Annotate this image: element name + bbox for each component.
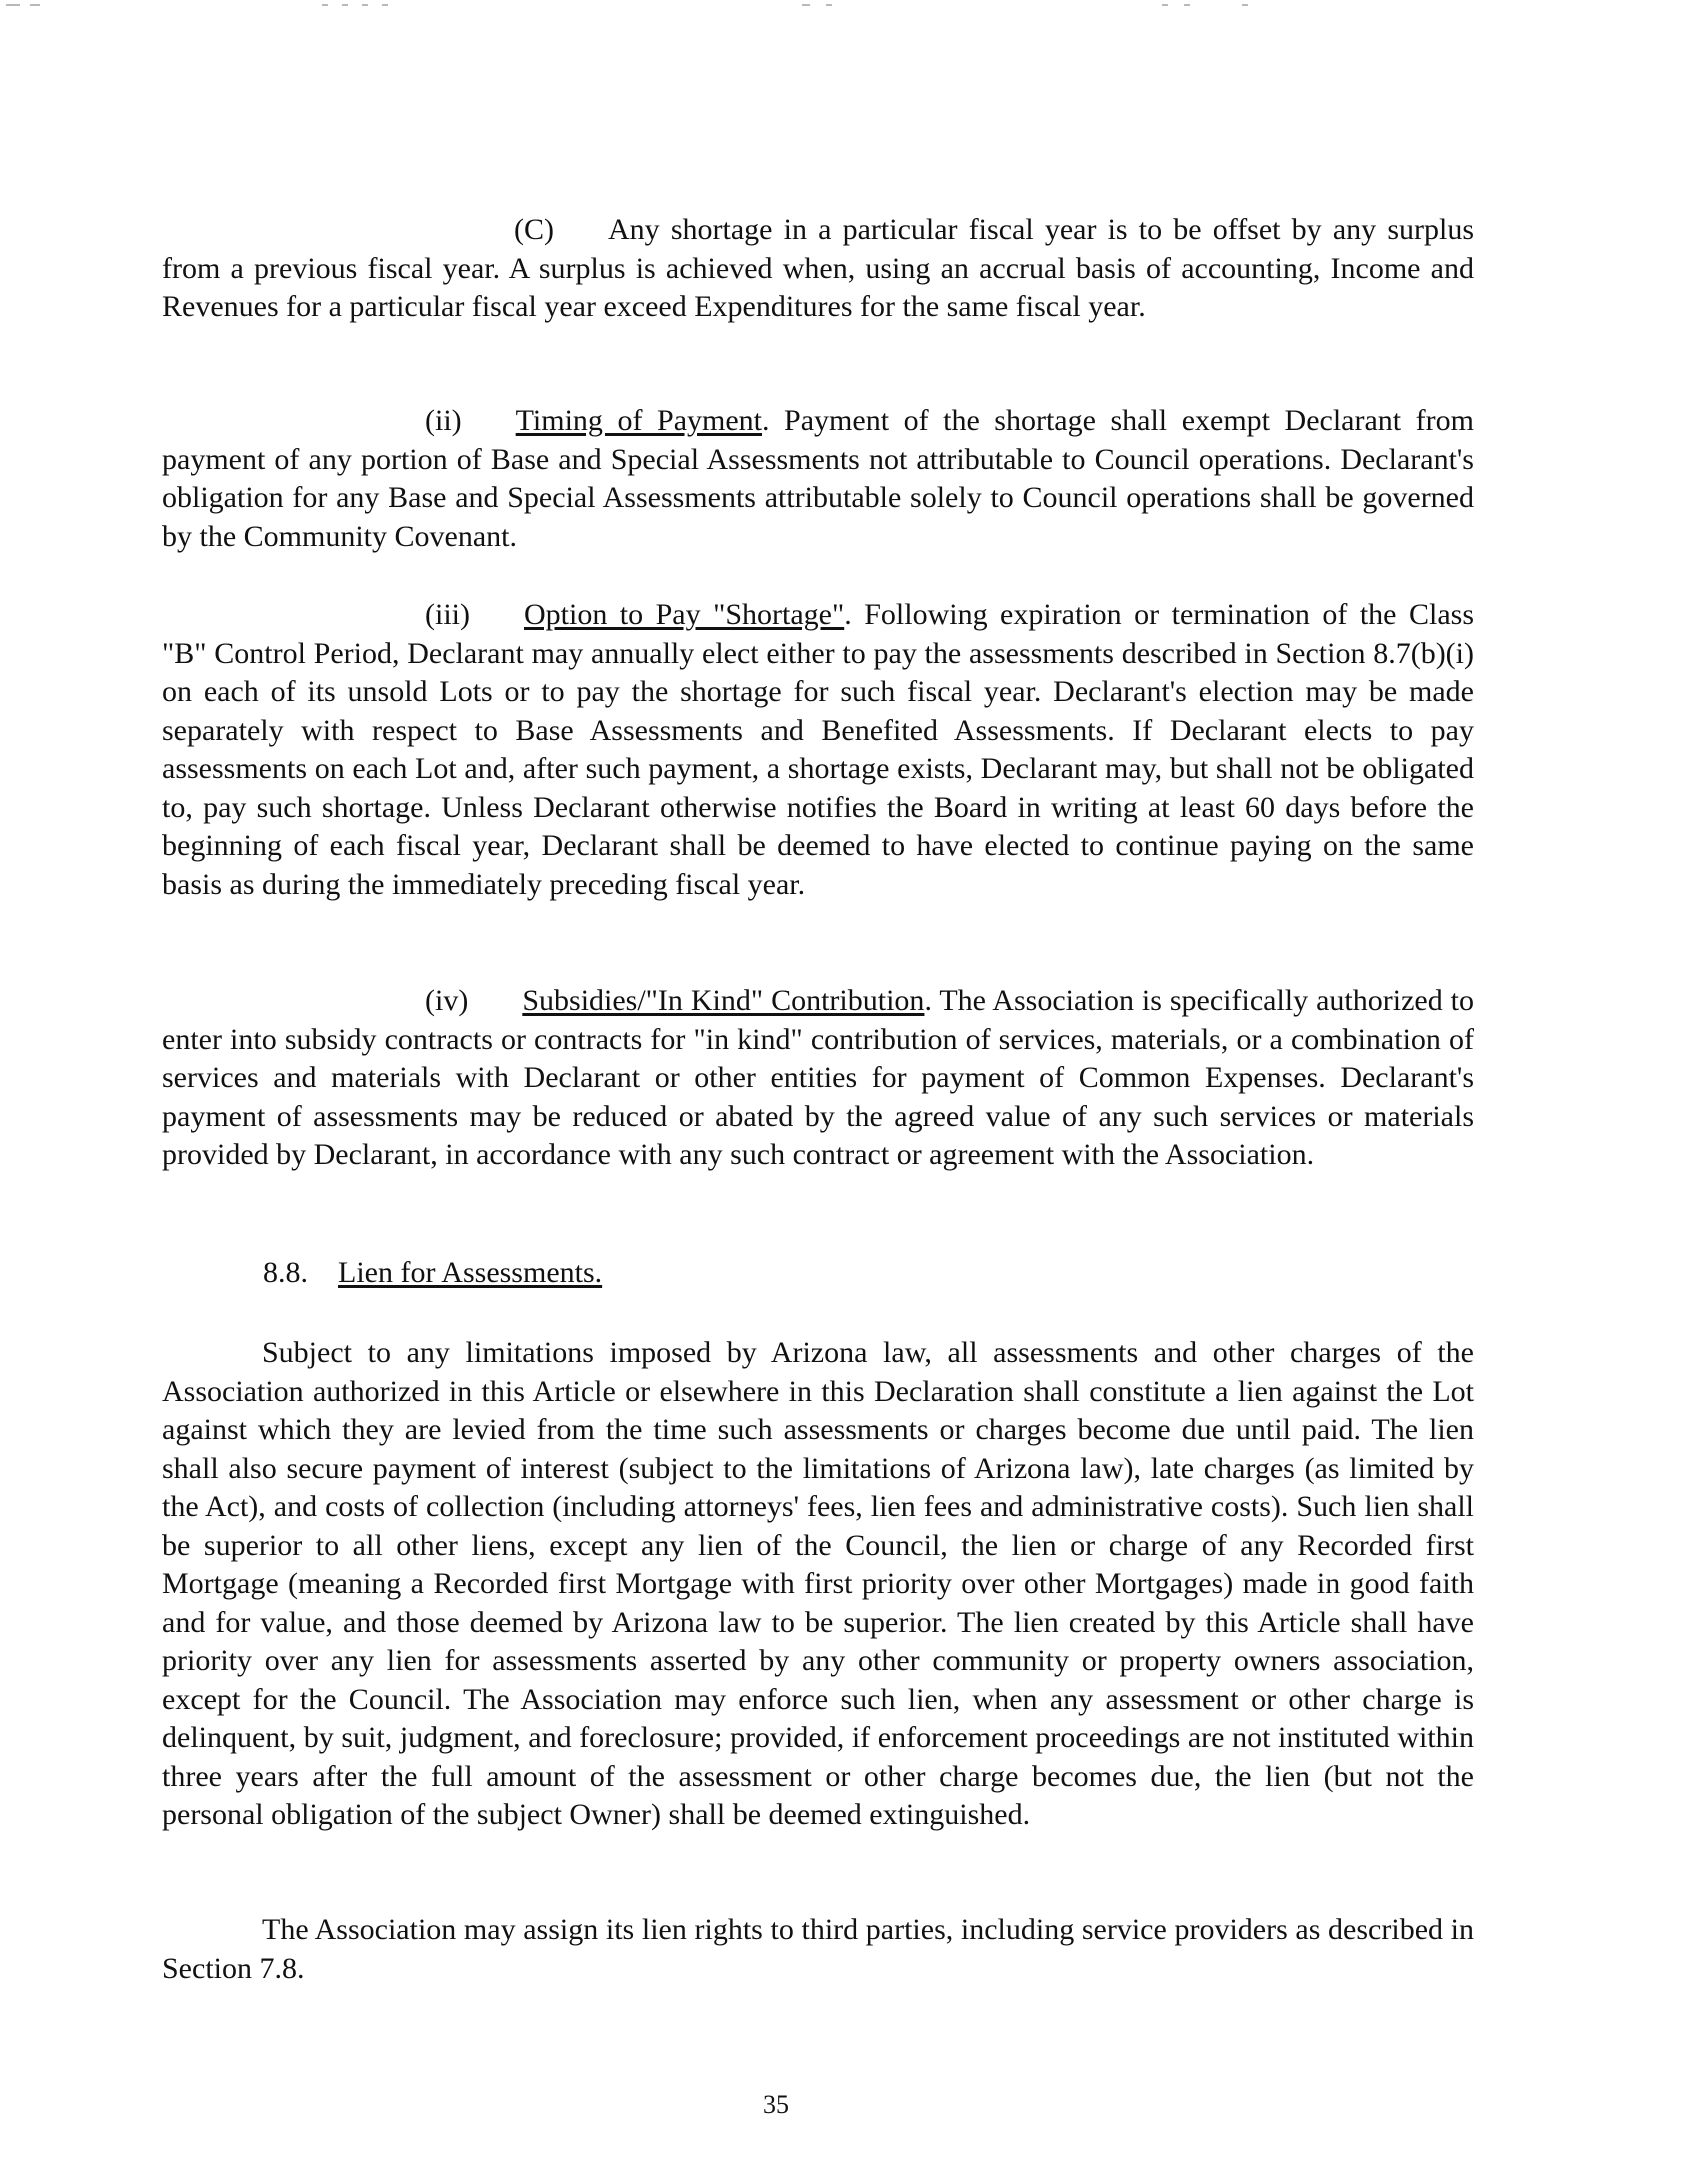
scan-artifact-marks — [0, 4, 1696, 14]
paragraph-ii-text: . Payment of the shortage shall exempt Declarant from payment of any portion of Base and Special Assessments not attributable to Council operations. Declarant's obligation for any Base and Special Assessments attributable solely to Council operations shall be governed by the Community Covenant. — [162, 404, 1474, 553]
paragraph-iii-title: Option to Pay "Shortage" — [524, 598, 845, 631]
paragraph-ii-label: (ii) — [425, 404, 462, 437]
paragraph-iv — [162, 982, 1474, 1175]
paragraph-iv-text: . The Association is specifically authorized to enter into subsidy contracts or contracts for "in kind" contribution of services, materials, or a combination of services and materials with Declarant or other entities for payment of Common Expenses. Declarant's payment of assessments may be reduced or abated by the agreed value of any such services or materials provided by Declarant, in accordance with any such contract or agreement with the Association. — [162, 984, 1475, 1171]
paragraph-iii-label: (iii) — [425, 598, 470, 631]
paragraph-iv-label: (iv) — [425, 984, 469, 1017]
paragraph-ii — [162, 402, 1474, 556]
paragraph-ii-title: Timing of Payment — [515, 404, 762, 437]
paragraph-lien — [162, 1334, 1474, 1835]
paragraph-assign-text: The Association may assign its lien rights to third parties, including service providers as described in Section 7.8. — [162, 1913, 1474, 1985]
section-title: Lien for Assessments. — [338, 1256, 603, 1289]
section-heading-8-8 — [263, 1254, 602, 1293]
paragraph-c-text: Any shortage in a particular fiscal year is to be offset by any surplus from a previous fiscal year. A surplus is achieved when, using an accrual basis of accounting, Income and Revenues for a particular fiscal year exceed Expenditures for the same fiscal year. — [162, 213, 1474, 323]
section-number: 8.8. — [263, 1256, 308, 1289]
paragraph-assign — [162, 1911, 1474, 1988]
page-number: 35 — [763, 2090, 789, 2119]
paragraph-iii — [162, 596, 1474, 904]
paragraph-c — [162, 211, 1474, 327]
paragraph-iv-title: Subsidies/"In Kind" Contribution — [522, 984, 925, 1017]
paragraph-iii-text: . Following expiration or termination of the Class "B" Control Period, Declarant may annually elect either to pay the assessments described in Section 8.7(b)(i) on each of its unsold Lots or to pay the shortage for such fiscal year. Declarant's election may be made separately with respect to Base Assessments and Benefited Assessments. If Declarant elects to pay assessments on each Lot and, after such payment, a shortage exists, Declarant may, but shall not be obligated to, pay such shortage. Unless Declarant otherwise notifies the Board in writing at least 60 days before the beginning of each fiscal year, Declarant shall be deemed to have elected to continue paying on the same basis as during the immediately preceding fiscal year. — [162, 598, 1474, 901]
paragraph-lien-text: Subject to any limitations imposed by Arizona law, all assessments and other charges of the Association authorized in this Article or elsewhere in this Declaration shall constitute a lien against the Lot against which they are levied from the time such assessments or charges become due until paid. The lien shall also secure payment of interest (subject to the limitations of Arizona law), late charges (as limited by the Act), and costs of collection (including attorneys' fees, lien fees and administrative costs). Such lien shall be superior to all other liens, except any lien of the Council, the lien or charge of any Recorded first Mortgage (meaning a Recorded first Mortgage with first priority over other Mortgages) made in good faith and for value, and those deemed by Arizona law to be superior. The lien created by this Article shall have priority over any lien for assessments asserted by any other community or property owners association, except for the Council. The Association may enforce such lien, when any assessment or other charge is delinquent, by suit, judgment, and foreclosure; provided, if enforcement proceedings are not instituted within three years after the full amount of the assessment or other charge becomes due, the lien (but not the personal obligation of the subject Owner) shall be deemed extinguished. — [162, 1336, 1474, 1831]
paragraph-c-label: (C) — [514, 213, 554, 246]
